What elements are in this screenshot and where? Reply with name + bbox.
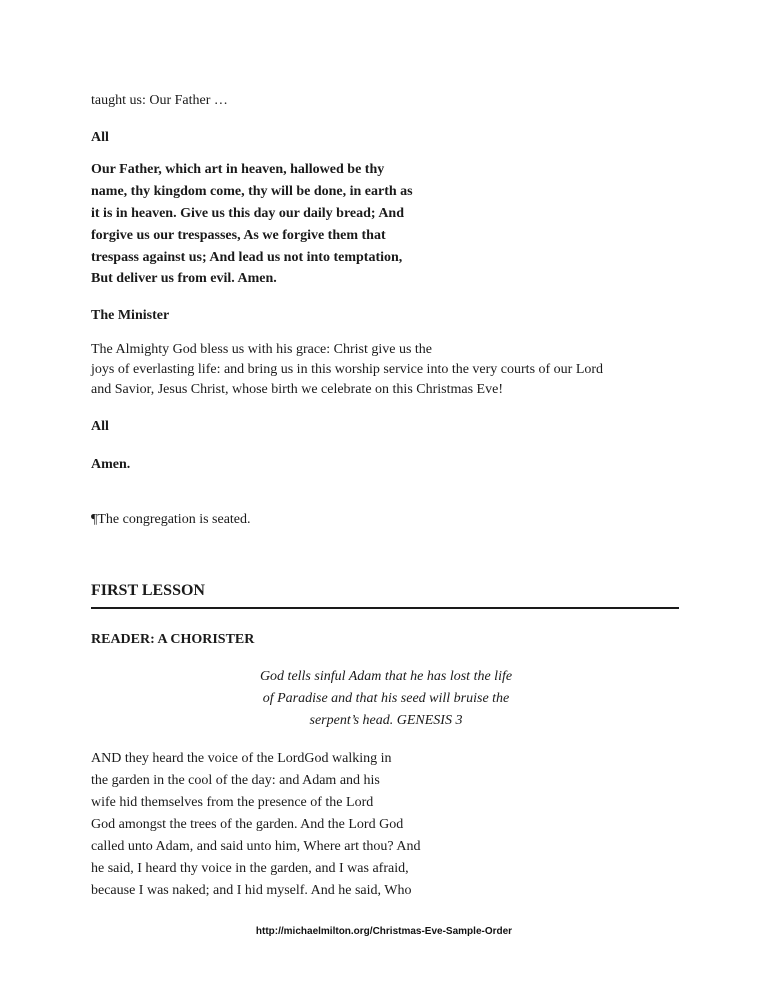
prayer-line: Our Father, which art in heaven, hallowed be thy (91, 162, 385, 177)
scripture-line: he said, I heard thy voice in the garden, and I was afraid, (91, 861, 409, 876)
summary-line: of Paradise and that his seed will bruise the (262, 691, 510, 706)
scripture-line: because I was naked; and I hid myself. And he said, Who (91, 883, 412, 898)
summary-line: God tells sinful Adam that he has lost the life (259, 669, 513, 684)
prayer-line: trespass against us; And lead us not into temptation, (91, 250, 403, 265)
scripture-line: AND they heard the voice of the LordGod walking in (91, 751, 392, 766)
prayer-line: forgive us our trespasses, As we forgive them that (91, 228, 386, 243)
section-divider (91, 607, 679, 609)
summary-line: serpent’s head. GENESIS 3 (309, 713, 463, 728)
all-label: All (91, 419, 109, 434)
footer-url[interactable]: http://michaelmilton.org/Christmas-Eve-Sample-Order (255, 926, 513, 937)
scripture-line: called unto Adam, and said unto him, Where art thou? And (91, 839, 421, 854)
scripture-line: God amongst the trees of the garden. And the Lord God (91, 817, 404, 832)
blessing-line: joys of everlasting life: and bring us in this worship service into the very courts of our Lord (91, 362, 604, 377)
prayer-line: it is in heaven. Give us this day our daily bread; And (91, 206, 404, 221)
lesson-summary (91, 666, 681, 732)
section-heading: FIRST LESSON (91, 582, 205, 599)
prayer-line: name, thy kingdom come, thy will be done, in earth as (91, 184, 413, 199)
blessing-line: The Almighty God bless us with his grace: Christ give us the (91, 342, 433, 357)
rubric-text: ¶The congregation is seated. (91, 512, 251, 527)
intro-text: taught us: Our Father … (91, 93, 228, 108)
minister-label: The Minister (91, 308, 170, 323)
amen-text: Amen. (91, 457, 131, 472)
scripture-line: the garden in the cool of the day: and Adam and his (91, 773, 380, 788)
prayer-line: But deliver us from evil. Amen. (91, 271, 277, 286)
scripture-line: wife hid themselves from the presence of the Lord (91, 795, 374, 810)
blessing-line: and Savior, Jesus Christ, whose birth we celebrate on this Christmas Eve! (91, 382, 503, 397)
reader-label: READER: A CHORISTER (91, 632, 255, 647)
all-label: All (91, 130, 109, 145)
